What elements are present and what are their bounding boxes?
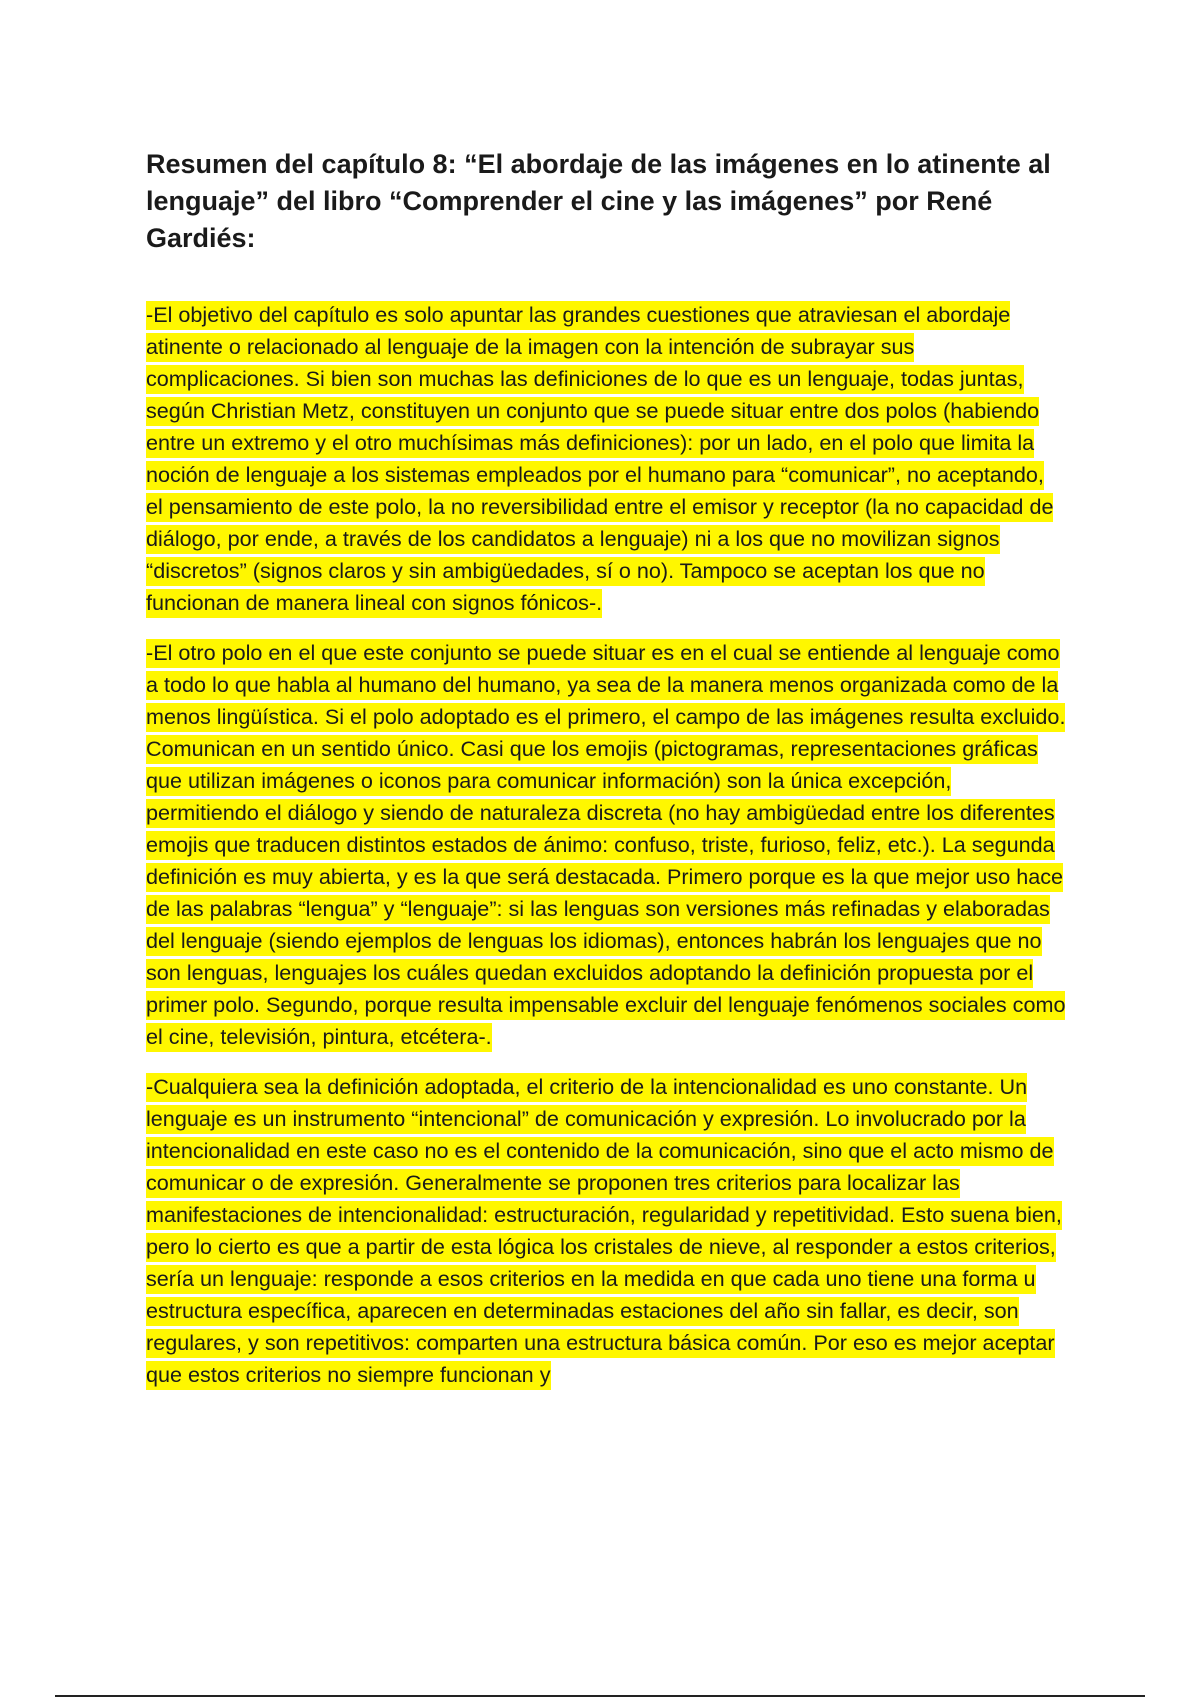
highlighted-text: -El objetivo del capítulo es solo apuntar las grandes cuestiones que atraviesan el abordaje atinente o relacionado al lenguaje de la imagen con la intención de subrayar sus complicaciones. Si bien son muchas las definiciones de lo que es un lenguaje, todas juntas, según Christian Metz, constituyen un conjunto que se puede situar entre dos polos (habiendo entre un extremo y el otro muchísimas más definiciones): por un lado, en el polo que limita la noción de lenguaje a los sistemas empleados por el humano para “comunicar”, no aceptando, el pensamiento de este polo, la no reversibilidad entre el emisor y receptor (la no capacidad de diálogo, por ende, a través de los candidatos a lenguaje) ni a los que no movilizan signos “discretos” (signos claros y sin ambigüedades, sí o no). Tampoco se aceptan los que no funcionan de manera lineal con signos fónicos-.: [146, 301, 1053, 618]
paragraph-2: [146, 637, 1066, 1053]
page-bottom-divider: [55, 1695, 1145, 1697]
paragraph-3: [146, 1071, 1066, 1391]
document-page: [146, 0, 1066, 1391]
paragraph-1: [146, 299, 1066, 619]
document-title: Resumen del capítulo 8: “El abordaje de las imágenes en lo atinente al lenguaje” del libro “Comprender el cine y las imágenes” por René Gardiés:: [146, 149, 1051, 253]
highlighted-text: -Cualquiera sea la definición adoptada, el criterio de la intencionalidad es uno constante. Un lenguaje es un instrumento “intencional” de comunicación y expresión. Lo involucrado por la intencionalidad en este caso no es el contenido de la comunicación, sino que el acto mismo de comunicar o de expresión. Generalmente se proponen tres criterios para localizar las manifestaciones de intencionalidad: estructuración, regularidad y repetitividad. Esto suena bien, pero lo cierto es que a partir de esta lógica los cristales de nieve, al responder a estos criterios, sería un lenguaje: responde a esos criterios en la medida en que cada uno tiene una forma u estructura específica, aparecen en determinadas estaciones del año sin fallar, es decir, son regulares, y son repetitivos: comparten una estructura básica común. Por eso es mejor aceptar que estos criterios no siempre funcionan y: [146, 1073, 1062, 1390]
highlighted-text: -El otro polo en el que este conjunto se puede situar es en el cual se entiende al lenguaje como a todo lo que habla al humano del humano, ya sea de la manera menos organizada como de la menos lingüística. Si el polo adoptado es el primero, el campo de las imágenes resulta excluido. Comunican en un sentido único. Casi que los emojis (pictogramas, representaciones gráficas que utilizan imágenes o iconos para comunicar información) son la única excepción, permitiendo el diálogo y siendo de naturaleza discreta (no hay ambigüedad entre los diferentes emojis que traducen distintos estados de ánimo: confuso, triste, furioso, feliz, etc.). La segunda definición es muy abierta, y es la que será destacada. Primero porque es la que mejor uso hace de las palabras “lengua” y “lenguaje”: si las lenguas son versiones más refinadas y elaboradas del lenguaje (siendo ejemplos de lenguas los idiomas), entonces habrán los lenguajes que no son lenguas, lenguajes los cuáles quedan excluidos adoptando la definición propuesta por el primer polo. Segundo, porque resulta impensable excluir del lenguaje fenómenos sociales como el cine, televisión, pintura, etcétera-.: [146, 639, 1065, 1052]
